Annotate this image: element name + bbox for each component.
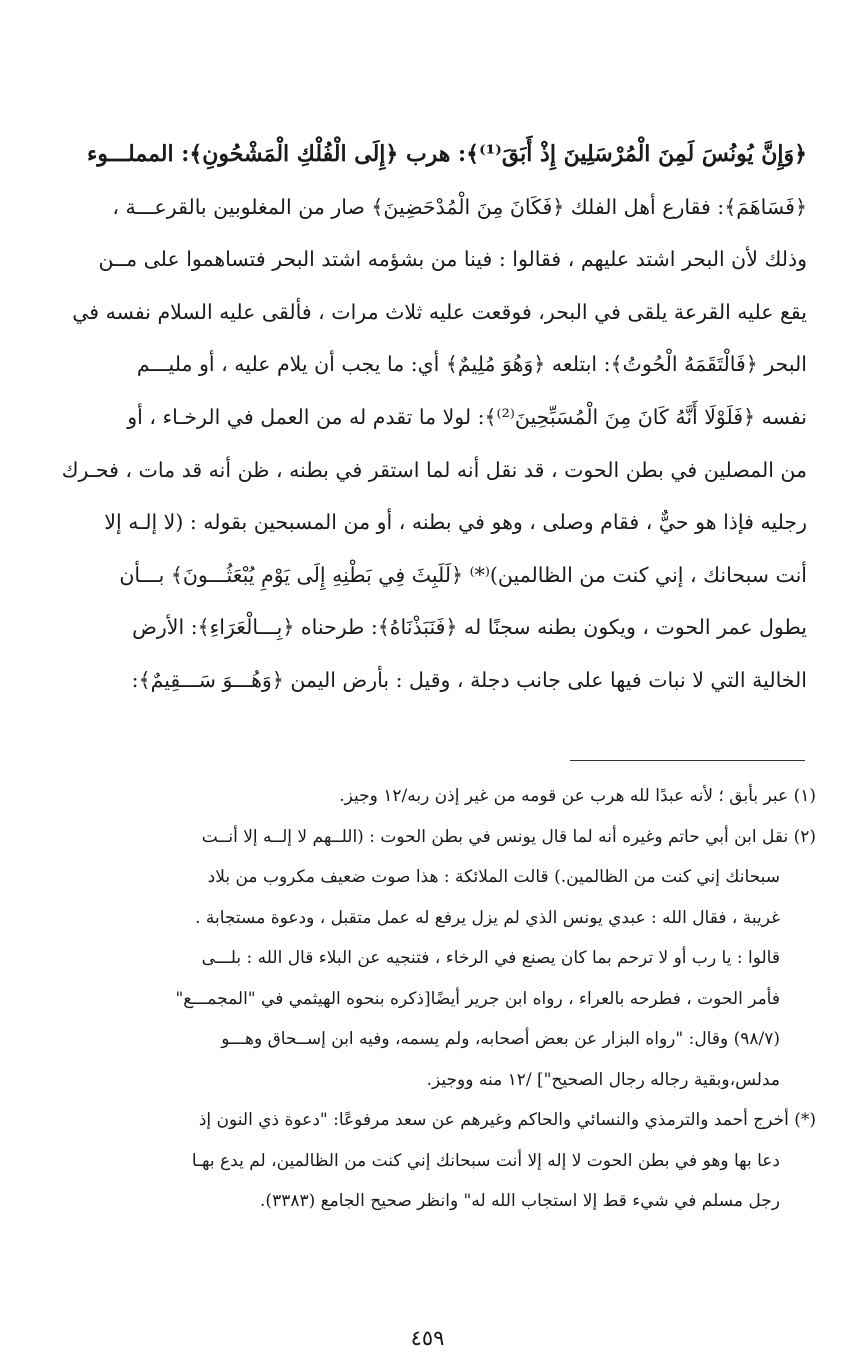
footnotes: [40, 776, 816, 1222]
text-line: يقع عليه القرعة يلقى في البحر، فوقعت عليه ثلاث مرات ، فألقى عليه السلام نفسه في: [72, 299, 807, 324]
text-line: من المصلين في بطن الحوت ، قد نقل أنه لما استقر في بطنه ، ظن أنه قد مات ، فحـرك: [61, 457, 807, 482]
text-line: رجليه فإذا هو حيٌّ ، فقام وصلى ، وهو في بطنه ، أو من المسبحين بقوله : (لا إلـه إلا: [104, 510, 807, 535]
page-number: ٤٥٩: [410, 1326, 445, 1350]
footnote-divider: [570, 760, 805, 761]
footnote-line: (*) أخرج أحمد والترمذي والنسائي والحاكم وغيرهم عن سعد مرفوعًا: "دعوة ذي النون إذ: [198, 1110, 816, 1130]
main-text: [52, 128, 807, 707]
text-line: يطول عمر الحوت ، ويكون بطنه سجنًا له ﴿فَنَبَذْنَاهُ﴾: طرحناه ﴿بِـــالْعَرَاءِ﴾: الأرض: [132, 615, 807, 640]
footnote-line: قالوا : يا رب أو لا ترحم بما كان يصنع في الرخاء ، فتنجيه عن البلاء قال الله : بلـــى: [201, 948, 780, 968]
footnote-line: مدلس،وبقية رجاله رجال الصحيح"] /١٢ منه ووجيز.: [426, 1069, 780, 1090]
text-line: أنت سبحانك ، إني كنت من الظالمين)⁽*⁾ ﴿لَلَبِثَ فِي بَطْنِهِ إِلَى يَوْمِ يُبْعَثُـــونَ﴾ بـــأن: [119, 562, 807, 587]
footnote-line: (٩٨/٧) وقال: "رواه البزار عن بعض أصحابه، ولم يسمه، وفيه ابن إســحاق وهـــو: [221, 1029, 780, 1049]
text-line: وذلك لأن البحر اشتد عليهم ، فقالوا : فينا من بشؤمه اشتد البحر فتساهموا على مــن: [98, 247, 807, 272]
footnote-line: رجل مسلم في شيء قط إلا استجاب الله له" وانظر صحيح الجامع (٣٣٨٣).: [260, 1191, 780, 1211]
footnote-line: دعا بها وهو في بطن الحوت لا إله إلا أنت سبحانك إني كنت من الظالمين، لم يدع بهـا: [191, 1150, 780, 1171]
footnote-line: فأمر الحوت ، فطرحه بالعراء ، رواه ابن جرير أيضًا[ذكره بنحوه الهيثمي في "المجمـــع": [175, 988, 780, 1009]
footnote-line: سبحانك إني كنت من الظالمين.) قالت الملائكة : هذا صوت ضعيف مكروب من بلاد: [207, 867, 780, 887]
footnote-line: (١) عبر بأبق ؛ لأنه عبدًا لله هرب عن قومه من غير إذن ربه/١٢ وجيز.: [339, 786, 816, 806]
footnote-line: (٢) نقل ابن أبي حاتم وغيره أنه لما قال يونس في بطن الحوت : (اللــهم لا إلــه إلا أنــت: [201, 826, 816, 847]
footnote-line: غريبة ، فقال الله : عبدي يونس الذي لم يزل يرفع له عمل متقبل ، ودعوة مستجابة .: [195, 907, 780, 928]
text-line: البحر ﴿فَالْتَقَمَهُ الْحُوتُ﴾: ابتلعه ﴿وَهُوَ مُلِيمٌ﴾ أي: ما يجب أن يلام عليه ، أو مليـــم: [136, 352, 807, 377]
text-line: ﴿وَإِنَّ يُونُسَ لَمِنَ الْمُرْسَلِينَ إِذْ أَبَقَ⁽¹⁾﴾: هرب ﴿إِلَى الْفُلْكِ الْمَشْحُونِ﴾: المملـــوء: [87, 141, 807, 167]
text-line: الخالية التي لا نبات فيها على جانب دجلة ، وقيل : بأرض اليمن ﴿وَهُـــوَ سَـــقِيمٌ﴾:: [131, 667, 807, 692]
text-line: ﴿فَسَاهَمَ﴾: فقارع أهل الفلك ﴿فَكَانَ مِنَ الْمُدْحَضِينَ﴾ صار من المغلوبين بالقرعـــة ،: [112, 194, 807, 219]
text-line: نفسه ﴿فَلَوْلَا أَنَّهُ كَانَ مِنَ الْمُسَبِّحِينَ⁽²⁾﴾: لولا ما تقدم له من العمل في الرخـاء ، أو: [127, 404, 807, 429]
